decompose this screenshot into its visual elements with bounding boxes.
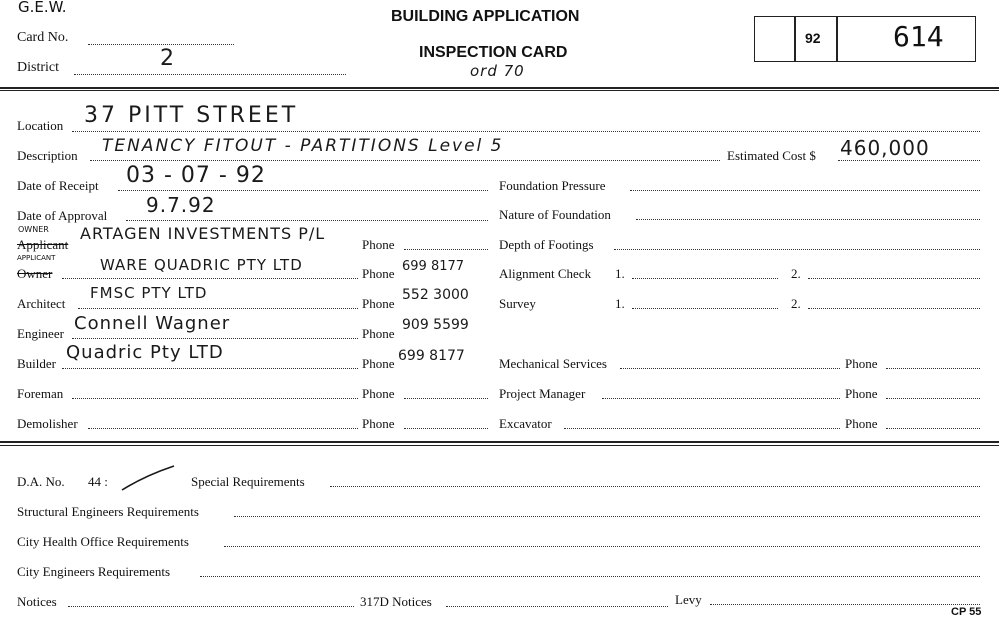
receipt-date-value: 03 - 07 - 92 [126, 163, 266, 188]
approval-date-label: Date of Approval [17, 208, 108, 223]
owner-line [62, 278, 358, 279]
survey-two: 2. [791, 296, 801, 311]
alignment-two-line [808, 278, 980, 279]
applicant-phone-label: Phone [362, 237, 395, 252]
excavator-label: Excavator [499, 416, 552, 431]
project-manager-phone-label: Phone [845, 386, 878, 401]
mechanical-label: Mechanical Services [499, 356, 607, 371]
builder-label: Builder [17, 356, 56, 371]
estimated-cost-line [838, 160, 980, 161]
foreman-phone-label: Phone [362, 386, 395, 401]
depth-footings-line [614, 249, 980, 250]
engineer-phone-value: 909 5599 [402, 317, 469, 333]
applicant-label: Applicant [17, 237, 69, 252]
da-slash-mark [118, 464, 178, 494]
divider-middle [0, 441, 999, 443]
card-number: 614 [893, 20, 944, 53]
project-manager-phone-line [886, 398, 980, 399]
receipt-date-line [118, 190, 488, 191]
applicant-value: ARTAGEN INVESTMENTS P/L [80, 224, 326, 243]
demolisher-line [88, 428, 358, 429]
description-value: TENANCY FITOUT - PARTITIONS Level 5 [102, 136, 504, 156]
gew-initials: G.E.W. [18, 0, 67, 16]
title-handwritten-note: ord 70 [470, 62, 525, 80]
builder-value: Quadric Pty LTD [66, 342, 224, 363]
levy-line [710, 604, 980, 605]
architect-label: Architect [17, 296, 66, 311]
architect-phone-label: Phone [362, 296, 395, 311]
mechanical-line [620, 368, 840, 369]
foreman-label: Foreman [17, 386, 64, 401]
mechanical-phone-label: Phone [845, 356, 878, 371]
form-code: CP 55 [951, 606, 982, 618]
health-requirements-label: City Health Office Requirements [17, 534, 189, 549]
excavator-phone-line [886, 428, 980, 429]
engineer-phone-label: Phone [362, 326, 395, 341]
card-no-label: Card No. [17, 30, 69, 45]
structural-requirements-line [234, 516, 980, 517]
description-line [90, 160, 720, 161]
description-label: Description [17, 148, 78, 163]
excavator-line [564, 428, 840, 429]
district-label: District [17, 60, 59, 75]
estimated-cost-label: Estimated Cost $ [727, 148, 816, 163]
receipt-date-label: Date of Receipt [17, 178, 99, 193]
alignment-one: 1. [615, 266, 625, 281]
project-manager-label: Project Manager [499, 386, 586, 401]
architect-line [78, 308, 358, 309]
notices-317d-label: 317D Notices [360, 594, 432, 609]
estimated-cost-value: 460,000 [840, 136, 930, 160]
da-no-label: D.A. No. [17, 474, 65, 489]
owner-value: WARE QUADRIC PTY LTD [100, 256, 303, 274]
location-label: Location [17, 118, 64, 133]
da-slash-stroke [122, 466, 174, 490]
demolisher-phone-label: Phone [362, 416, 395, 431]
notices-line [68, 606, 354, 607]
foreman-phone-line [404, 398, 488, 399]
survey-two-line [808, 308, 980, 309]
card-no-line [88, 44, 234, 45]
special-requirements-label: Special Requirements [191, 474, 305, 489]
depth-footings-label: Depth of Footings [499, 237, 594, 252]
location-line [72, 131, 980, 132]
owner-label: Owner [17, 266, 53, 281]
divider-middle-inner [0, 445, 999, 446]
special-requirements-line [330, 486, 980, 487]
divider-top [0, 87, 999, 89]
engineer-value: Connell Wagner [74, 313, 231, 334]
alignment-two: 2. [791, 266, 801, 281]
builder-line [62, 368, 358, 369]
nature-foundation-label: Nature of Foundation [499, 207, 611, 222]
owner-applicant-note: APPLICANT [17, 254, 56, 262]
card-number-box-blank [754, 16, 796, 62]
engineer-label: Engineer [17, 326, 64, 341]
approval-date-value: 9.7.92 [146, 193, 216, 217]
notices-317d-line [446, 606, 668, 607]
foundation-pressure-label: Foundation Pressure [499, 178, 606, 193]
notices-label: Notices [17, 594, 57, 609]
divider-top-inner [0, 90, 999, 91]
demolisher-phone-line [404, 428, 488, 429]
architect-value: FMSC PTY LTD [90, 284, 208, 302]
builder-phone-label: Phone [362, 356, 395, 371]
card-number-box-number [836, 16, 976, 62]
district-value: 2 [160, 46, 175, 71]
city-engineers-label: City Engineers Requirements [17, 564, 171, 579]
alignment-one-line [632, 278, 778, 279]
form-title-line1: BUILDING APPLICATION [391, 8, 580, 25]
approval-date-line [126, 220, 488, 221]
engineer-line [72, 338, 358, 339]
form-title-line2: INSPECTION CARD [419, 44, 568, 61]
district-line [74, 74, 346, 75]
card-number-box-year [794, 16, 838, 62]
nature-foundation-line [636, 219, 980, 220]
city-engineers-line [200, 576, 980, 577]
survey-one-line [632, 308, 778, 309]
mechanical-phone-line [886, 368, 980, 369]
foundation-pressure-line [630, 190, 980, 191]
applicant-owner-note: OWNER [18, 225, 49, 234]
levy-label: Levy [675, 592, 702, 607]
health-requirements-line [224, 546, 980, 547]
architect-phone-value: 552 3000 [402, 287, 469, 303]
project-manager-line [602, 398, 840, 399]
foreman-line [72, 398, 358, 399]
owner-phone-value: 699 8177 [402, 259, 465, 274]
excavator-phone-label: Phone [845, 416, 878, 431]
applicant-phone-line [404, 249, 488, 250]
owner-phone-label: Phone [362, 266, 395, 281]
survey-one: 1. [615, 296, 625, 311]
da-number: 44 : [88, 474, 108, 489]
survey-label: Survey [499, 296, 536, 311]
structural-requirements-label: Structural Engineers Requirements [17, 504, 199, 519]
builder-phone-value: 699 8177 [398, 348, 465, 364]
location-value: 37 PITT STREET [84, 103, 299, 128]
demolisher-label: Demolisher [17, 416, 78, 431]
alignment-check-label: Alignment Check [499, 266, 592, 281]
card-year: 92 [805, 30, 821, 46]
